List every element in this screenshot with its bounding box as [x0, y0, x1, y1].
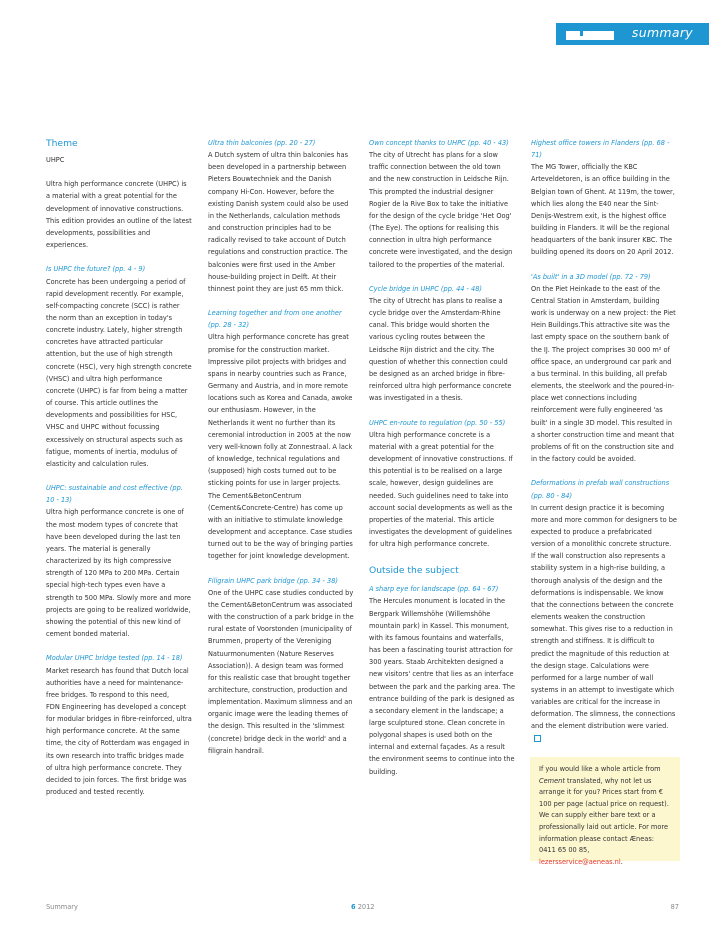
paragraph-gap: [208, 562, 354, 574]
article-paragraph: On the Piet Heinkade to the east of the Central Station in Amsterdam, building work is underway on a new project: the Piet Hein Buildings.This attractive site was the last empty space on the southern bank of the IJ. The project comprises 30 000 m² of office space, an underground car park and a bus terminal. In this building, all prefab elements, the steelwork and the poured-in-place wet connections including reinforcement were fully engineered 'as built' in a single 3D model. This resulted in a shorter construction time and meant that problems of fit on the construction site and in the factory could be avoided.: [531, 284, 676, 464]
article-paragraph: Ultra high performance concrete (UHPC) is a material with a great potential for the development of innovative constructions. This edition provides an outline of the latest developments, possibilities and experiences.: [46, 180, 192, 250]
article-subheading: Filigrain UHPC park bridge (pp. 34 - 38): [208, 576, 338, 585]
article-subheading: Own concept thanks to UHPC (pp. 40 - 43): [369, 139, 509, 147]
article-subheading: Learning together and from one another (pp. 28 - 32): [208, 309, 342, 330]
article-paragraph: The Hercules monument is located in the Bergpark Willemshöhe (Willemshöhe mountain park) in Kassel. This monument, with its famous fountains and waterfalls, has been a fascinating tourist attraction for 300 years. Staab Architekten designed a new visitors' centre that lies as an interface between the park and the parking area. The entrance building of the park is designed as a secondary element in the landscape; a large sculptured stone. Clean concrete in polygonal shapes is used both on the internal and external façades. As a result the environment seems to continue into the building.: [369, 597, 516, 776]
article-paragraph: The city of Utrecht has plans for a slow traffic connection between the old town and the new construction in Leidsche Rijn. This prompted the industrial designer Rogier de la Rive Box to take the initiative for the design of the cycle bridge 'Het Oog' (The Eye). The options for realising this connection in ultra high performance concrete were investigated, and the design tailored to the properties of the material.: [369, 151, 513, 269]
text-column-1: [46, 137, 192, 798]
email-link[interactable]: lezersservice@aeneas.nl: [539, 857, 621, 866]
article-subheading: Modular UHPC bridge tested (pp. 14 - 18): [46, 654, 183, 663]
footer-issue: 6 2012: [351, 903, 375, 911]
cement-logo: [566, 31, 614, 40]
article-subheading: A sharp eye for landscape (pp. 64 - 67): [369, 585, 499, 594]
paragraph-gap: [46, 166, 192, 178]
article-paragraph: In current design practice it is becoming more and more common for designers to be expected to produce a prefabricated version of a monolithic concrete structure. If the wall construction also represents a stability system in a high-rise building, a thorough analysis of the design and the deformations is indispensable. We know that the connections between the concrete elements weaken the construction somewhat. This gives rise to a reduction in strength and stiffness. It is difficult to predict the magnitude of this reduction at the design stage. Calculations were performed for a large number of wall systems in an attempt to investigate which variables are critical for the increase in deformation. The slimness, the connections and the element distribution were varied.: [531, 502, 677, 745]
article-paragraph: The MG Tower, officially the KBC Arteveldetoren, is an office building in the Belgian town of Ghent. At 119m, the tower, which lies along the E40 near the Sint-Denijs-Westrem exit, is the highest office building in Flanders. It will be the regional headquarters of the bank insurer KBC. The building opened its doors on 20 April 2012.: [531, 163, 675, 257]
promo-text: If you would like a whole article from Cement translated, why not let us arrange it for you? Prices start from € 100 per page (actual price on request). We can supply either bare text or a professionally laid out article. For more information please contact Æneas: 0411 65 00 85, lezersservice@aeneas.nl.: [539, 765, 669, 866]
paragraph-gap: [46, 470, 192, 482]
article-paragraph: Ultra high performance concrete has great promise for the construction market. Impressive pilot projects with bridges and spans in nearby countries such as France, Germany and Austria, and in more remote locations such as Korea and Canada, awoke our enthusiasm. However, in the Netherlands it went no further than its ceremonial introduction in 2005 at the now very well-known folly at Zonnestraal. A lack of knowledge, technical regulations and (supposed) high costs turned out to be sticking points for use in larger projects. The Cement&BetonCentrum (Cement&Concrete-Centre) has come up with an initiative to stimulate knowledge development and acceptance. Case studies turned out to be the way of bringing parties together for joint knowledge development.: [208, 333, 353, 561]
article-paragraph: One of the UHPC case studies conducted by the Cement&BetonCentrum was associated with the construction of a park bridge in the rural estate of Voorstonden (municipality of Brummen, property of the Vereniging Natuurmonumenten (Nature Reserves Association)). A design team was formed for this realistic case that brought together architecture, construction, production and implementation. Maximum slimness and an organic image were the leading themes of the design. This resulted in the 'slimmest (concrete) bridge deck in the world' and a filigrain handrail.: [208, 588, 354, 755]
section-heading: Theme: [46, 138, 78, 149]
article-subheading: Ultra thin balconies (pp. 20 - 27): [208, 139, 316, 147]
paragraph-gap: [369, 404, 515, 416]
footer-section-name: Summary: [46, 903, 78, 911]
article-paragraph: FDN Engineering has developed a concept for modular bridges in fibre-reinforced, ultra high performance concrete. At the same time, the city of Rotterdam was engaged in its own research into traffic bridges made of ultra high performance concrete. They decided to join forces. The first bridge was produced and tested recently.: [46, 702, 192, 797]
section-heading: Outside the subject: [369, 565, 459, 577]
paragraph-gap: [531, 465, 677, 477]
paragraph-gap: [46, 640, 192, 652]
text-column-4: [531, 137, 677, 745]
article-subheading: UHPC en-route to regulation (pp. 50 - 55): [369, 418, 506, 427]
article-paragraph: Market research has found that Dutch local authorities have a need for maintenance-free bridges. To respond to this need,: [46, 666, 189, 699]
article-paragraph: A Dutch system of ultra thin balconies has been developed in a partnership between Pieters Bouwtechniek and the Danish company Hi-Con. However, before the existing Danish system could also be used in the Netherlands, calculation methods and construction principles had to be radically revised to take account of Dutch regulations and construction practice. The balconies were first used in the Amber house-building project in Delft. At their thinnest point they are just 65 mm thick.: [208, 151, 349, 293]
paragraph-gap: [46, 251, 192, 263]
article-paragraph: Ultra high performance concrete is one of the most modern types of concrete that have been developed during the last ten years. The material is generally characterized by its high compressive strength of 120 MPa to 200 MPa. Certain special high-tech types even have a strength to 500 MPa. Slowly more and more projects are going to be realized worldwide, showing the potential of this new kind of cement bonded material.: [46, 508, 191, 639]
article-paragraph: The city of Utrecht has plans to realise a cycle bridge over the Amsterdam-Rhine canal. This bridge would shorten the various cycling routes between the Leidsche Rijn district and the city. The question of whether this connection could be designed as an arched bridge in fibre-reinforced ultra high performance concrete was investigated in a thesis.: [369, 297, 512, 403]
article-paragraph: UHPC: [46, 156, 65, 164]
section-label: summary: [631, 25, 693, 40]
article-subheading: Deformations in prefab wall constructions (pp. 80 - 84): [531, 479, 670, 500]
article-paragraph: Concrete has been undergoing a period of rapid development recently. For example, self-compacting concrete (SCC) is rather the norm than an exception in today's concrete industry. Lately, higher strength concretes have attracted particular attention, but the use of high strength concrete (HSC), very high strength concrete (VHSC) and ultra high performance concrete (UHPC) is far from being a matter of course. This article outlines the developments and possibilities for HSC, VHSC and UHPC without focussing excessively on structural aspects such as fatigue, moments of inertia, modulus of elasticity and calculation rules.: [46, 277, 192, 468]
paragraph-gap: [208, 295, 354, 307]
paragraph-gap: [369, 271, 515, 283]
article-paragraph: Ultra high performance concrete is a material with a great potential for the development of innovative constructions. If this potential is to be realised on a large scale, however, design guidelines are needed. Such guidelines need to take into account social developments as well as the properties of the material. This article investigates the development of guidelines for ultra high performance concrete.: [369, 430, 513, 549]
text-column-3: [369, 137, 515, 778]
article-subheading: Highest office towers in Flanders (pp. 68 - 71): [531, 139, 670, 160]
text-column-2: [208, 137, 354, 757]
page-number: 87: [670, 903, 679, 911]
end-of-article-icon: [534, 735, 541, 742]
article-subheading: Cycle bridge in UHPC (pp. 44 - 48): [369, 284, 482, 293]
article-subheading: UHPC: sustainable and cost effective (pp. 10 - 13): [46, 484, 183, 505]
translation-offer-box: [530, 757, 680, 866]
article-subheading: Is UHPC the future? (pp. 4 - 9): [46, 265, 146, 274]
header-brand-bar: [556, 23, 709, 45]
paragraph-gap: [531, 259, 677, 271]
article-subheading: 'As built' in a 3D model (pp. 72 - 79): [531, 272, 651, 281]
